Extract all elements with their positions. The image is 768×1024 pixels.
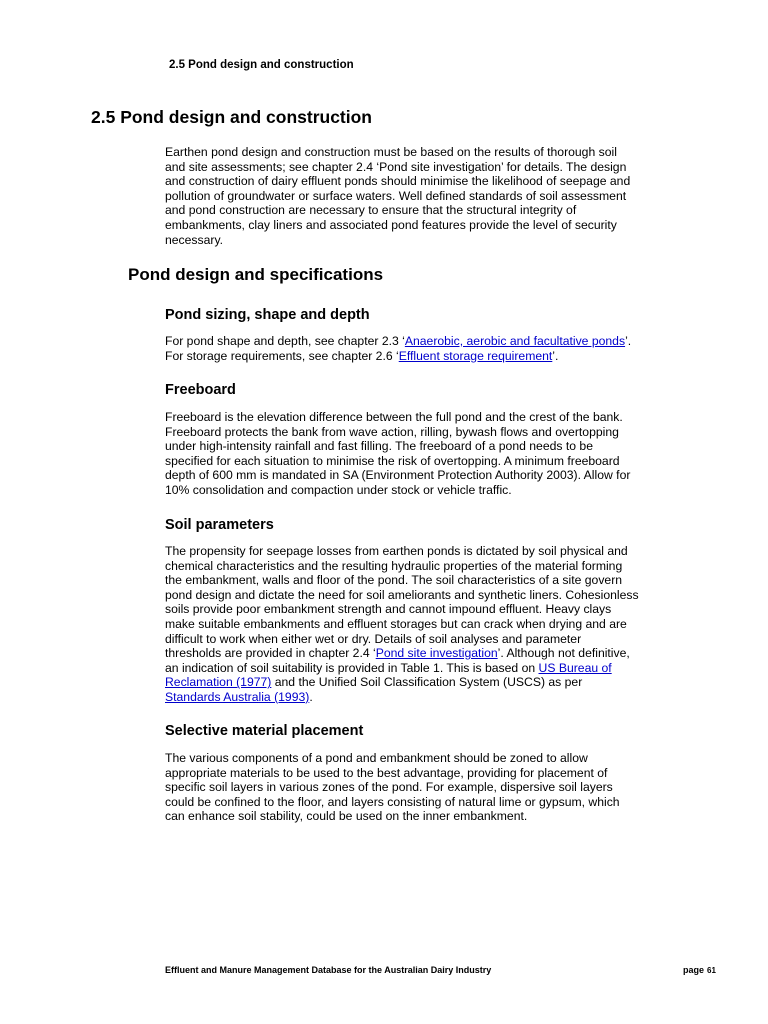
selective-heading: Selective material placement	[165, 723, 364, 739]
text-line	[165, 646, 685, 661]
running-header: 2.5 Pond design and construction	[169, 59, 354, 71]
page-title: 2.5 Pond design and construction	[91, 107, 372, 127]
text-line: soils provide poor embankment strength and cannot impound effluent. Heavy clays	[165, 602, 612, 617]
soil-paragraph	[165, 544, 685, 705]
text-span: ’. Although not definitive,	[497, 646, 630, 661]
page-number-value: 61	[707, 966, 716, 975]
freeboard-heading: Freeboard	[165, 382, 236, 398]
text-line: The propensity for seepage losses from earthen ponds is dictated by soil physical and	[165, 544, 628, 558]
text-line: Earthen pond design and construction must be based on the results of thorough soil	[165, 145, 617, 159]
text-line: Freeboard is the elevation difference between the full pond and the crest of the bank.	[165, 410, 623, 424]
section-heading: Pond design and specifications	[128, 265, 384, 284]
text-line: and construction of dairy effluent ponds should minimise the likelihood of seepage and	[165, 174, 631, 189]
text-line	[165, 675, 685, 690]
text-span: For pond shape and depth, see chapter 2.3 ‘	[165, 334, 405, 348]
text-line: difficult to work when either wet or dry. Details of soil analyses and parameter	[165, 631, 582, 646]
text-span: For storage requirements, see chapter 2.6 ‘	[165, 348, 399, 363]
text-line: chemical characteristics and the resulting hydraulic properties of the material forming	[165, 558, 623, 573]
text-span: .	[309, 689, 313, 704]
text-line	[165, 661, 685, 676]
text-line	[165, 690, 685, 705]
text-span: and the Unified Soil Classification System (USCS) as per	[271, 675, 583, 690]
text-line: Freeboard protects the bank from wave action, rilling, bywash flows and overtopping	[165, 424, 619, 439]
text-line: depth of 600 mm is mandated in SA (Environment Protection Authority 2003). Allow for	[165, 468, 631, 483]
soil-heading: Soil parameters	[165, 517, 274, 533]
text-line	[165, 349, 685, 364]
freeboard-paragraph	[165, 410, 685, 498]
page-number	[683, 965, 716, 975]
intro-paragraph	[165, 145, 685, 247]
sizing-paragraph	[165, 334, 685, 363]
text-line: pond design and dictate the need for soil ameliorants and synthetic liners. Cohesionless	[165, 587, 639, 602]
standards-australia-link[interactable]: Standards Australia (1993)	[165, 689, 310, 704]
text-line: and pond construction are necessary to ensure that the structural integrity of	[165, 203, 577, 218]
selective-paragraph	[165, 751, 685, 824]
text-line: and site assessments; see chapter 2.4 ‘Pond site investigation’ for details. The design	[165, 159, 627, 174]
text-line: under high-intensity rainfall and fast filling. The freeboard of a pond needs to be	[165, 439, 593, 454]
text-line: the embankment, walls and floor of the pond. The soil characteristics of a site govern	[165, 573, 623, 588]
sizing-heading: Pond sizing, shape and depth	[165, 307, 370, 323]
anaerobic-ponds-link[interactable]: Anaerobic, aerobic and facultative ponds	[404, 334, 626, 348]
text-span: thresholds are provided in chapter 2.4 ‘	[165, 646, 376, 661]
text-line: 10% consolidation and compaction under stock or vehicle traffic.	[165, 482, 512, 497]
text-line	[165, 334, 685, 349]
text-line: specified for each situation to minimise the risk of overtopping. A minimum freeboard	[165, 453, 620, 468]
text-line: can enhance soil stability, could be used on the inner embankment.	[165, 809, 528, 824]
text-line: could be confined to the floor, and layers consisting of natural lime or gypsum, which	[165, 794, 620, 809]
us-bureau-link-continued[interactable]: Reclamation (1977)	[165, 675, 272, 690]
page-label: page	[683, 965, 705, 975]
text-span: ’.	[625, 334, 632, 348]
text-line: make suitable embankments and effluent storages but can crack when drying and are	[165, 616, 627, 631]
text-line: pollution of groundwater or surface waters. Well defined standards of soil assessment	[165, 188, 627, 203]
effluent-storage-link[interactable]: Effluent storage requirement	[398, 348, 553, 363]
text-span: ’.	[552, 348, 559, 363]
text-span: an indication of soil suitability is provided in Table 1. This is based on	[165, 660, 539, 675]
text-line: The various components of a pond and embankment should be zoned to allow	[165, 751, 588, 765]
text-line: appropriate materials to be used to the best advantage, providing for placement of	[165, 765, 608, 780]
text-line: embankments, clay liners and associated pond features provide the level of security	[165, 217, 617, 232]
footer-title: Effluent and Manure Management Database for the Australian Dairy Industry	[165, 965, 492, 975]
pond-site-investigation-link[interactable]: Pond site investigation	[375, 646, 498, 661]
text-line: necessary.	[165, 232, 224, 247]
us-bureau-link[interactable]: US Bureau of	[538, 660, 612, 675]
text-line: specific soil layers in various zones of the pond. For example, dispersive soil layers	[165, 780, 613, 795]
